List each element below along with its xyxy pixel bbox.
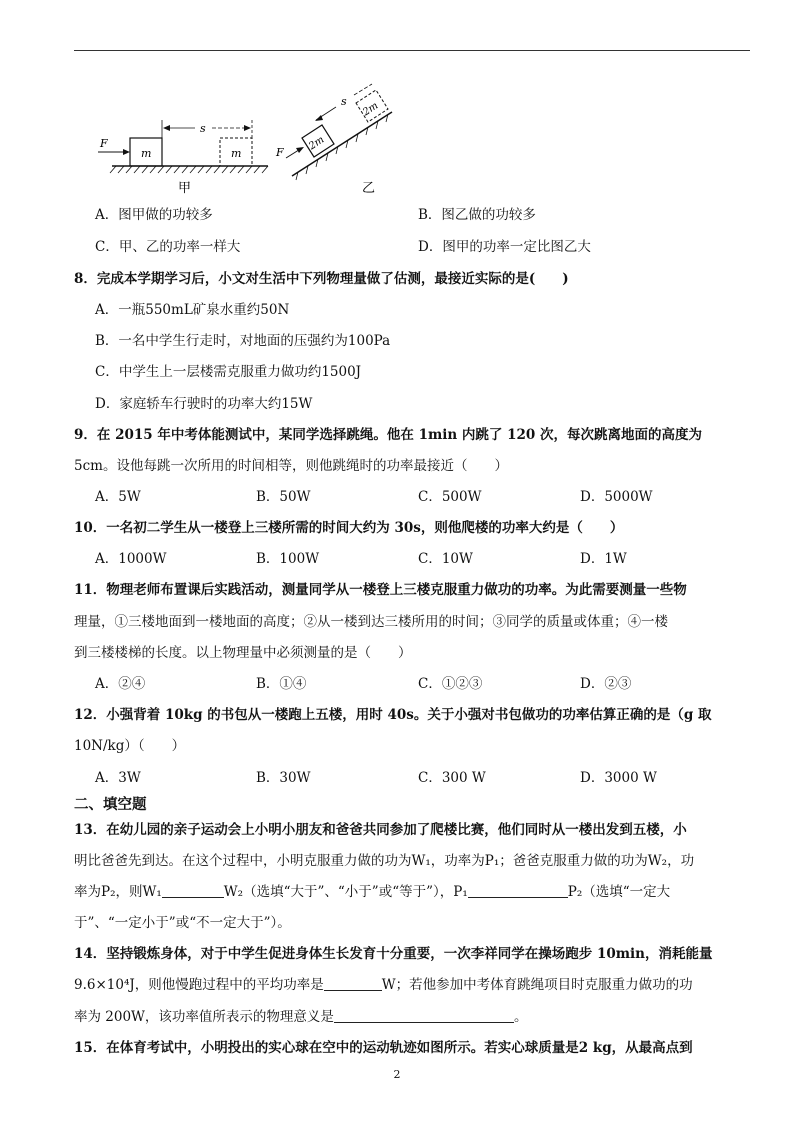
block-m-dashed-label: m [231,147,242,160]
q13-line3-part-b: W₂（选填“大于”、“小于”或“等于”），P₁ [223,884,468,900]
q13-line3-part-a: 率为P₂，则W₁ [74,884,162,900]
force-label-left: F [100,137,108,150]
q7-option-b[interactable]: B．图乙做的功较多 [418,207,536,223]
q10-stem: 10．一名初二学生从一楼登上三楼所需的时间大约为 30s，则他爬楼的功率大约是（ ） [74,520,624,536]
q14-line1: 14．坚持锻炼身体，对于中学生促进身体生长发育十分重要，一次李祥同学在操场跑步 10min，消耗能量 [74,946,713,962]
q13-blank-2[interactable] [468,883,568,898]
q9-option-d[interactable]: D．5000W [580,489,653,505]
q13-line3-part-c: P₂（选填“一定大 [567,884,671,900]
q11-option-a[interactable]: A．②④ [95,676,146,692]
figure-label-jia: 甲 [178,181,192,196]
q8-stem: 8．完成本学期学习后，小文对生活中下列物理量做了估测，最接近实际的是( ) [74,271,569,287]
physics-figure [90,80,420,200]
figure-label-yi: 乙 [362,181,376,196]
section-heading-fill-in: 二、填空题 [74,796,147,813]
header-rule [74,50,750,51]
q14-blank-1[interactable] [324,976,382,991]
q12-stem-line2: 10N/kg）（ ） [74,738,186,754]
q11-stem-line2: 理量，①三楼地面到一楼地面的高度；②从一楼到达三楼所用的时间；③同学的质量或体重；④一楼 [74,614,668,630]
block-2m-dashed-label: 2m [361,100,381,119]
q7-option-d[interactable]: D．图甲的功率一定比图乙大 [418,239,591,255]
force-label-right: F [276,146,284,159]
q10-option-d[interactable]: D．1W [580,551,627,567]
q12-option-d[interactable]: D．3000 W [580,770,657,786]
q7-option-a[interactable]: A．图甲做的功较多 [95,207,213,223]
q11-option-c[interactable]: C．①②③ [418,676,483,692]
q8-option-b[interactable]: B．一名中学生行走时，对地面的压强约为100Pa [95,333,391,349]
q14-line3-part-a: 率为 200W，该功率值所表示的物理意义是 [74,1009,334,1025]
q11-stem-line1: 11．物理老师布置课后实践活动，测量同学从一楼登上三楼克服重力做功的功率。为此需要测量一些物 [74,582,687,598]
q13-line1: 13．在幼儿园的亲子运动会上小明小朋友和爸爸共同参加了爬楼比赛，他们同时从一楼出发到五楼，小 [74,822,687,838]
q10-option-a[interactable]: A．1000W [95,551,167,567]
q11-option-b[interactable]: B．①④ [256,676,307,692]
q11-option-d[interactable]: D．②③ [580,676,632,692]
q9-option-c[interactable]: C．500W [418,489,482,505]
q9-stem-line2: 5cm。设他每跳一次所用的时间相等，则他跳绳时的功率最接近（ ） [74,458,508,474]
q13-line3 [74,882,670,902]
q8-option-a[interactable]: A．一瓶550mL矿泉水重约50N [95,302,290,318]
q14-line3 [74,1007,527,1027]
q11-stem-line3: 到三楼楼梯的长度。以上物理量中必须测量的是（ ） [74,645,412,661]
page-number: 2 [393,1068,401,1081]
q14-line2-part-a: 9.6×10⁴J，则他慢跑过程中的平均功率是 [74,977,324,993]
q12-option-b[interactable]: B．30W [256,770,311,786]
q14-line3-part-b: 。 [513,1009,528,1025]
q12-stem-line1: 12．小强背着 10kg 的书包从一楼跑上五楼，用时 40s。关于小强对书包做功的功率估算正确的是（g 取 [74,707,712,723]
q13-line2: 明比爸爸先到达。在这个过程中，小明克服重力做的功为W₁，功率为P₁；爸爸克服重力做的功为W₂，功 [74,853,695,869]
q14-line2 [74,975,693,995]
block-m-label: m [141,147,152,160]
q14-blank-2[interactable] [334,1008,514,1023]
q13-line4: 于”、“一定小于”或“不一定大于”）。 [74,915,291,931]
q13-blank-1[interactable] [162,883,224,898]
q10-option-b[interactable]: B．100W [256,551,320,567]
q8-option-d[interactable]: D．家庭轿车行驶时的功率大约15W [95,396,313,412]
distance-label-right: s [341,95,347,108]
q9-option-a[interactable]: A．5W [95,489,141,505]
q9-stem-line1: 9．在 2015 年中考体能测试中，某同学选择跳绳。他在 1min 内跳了 120 次，每次跳离地面的高度为 [74,427,702,443]
q12-option-a[interactable]: A．3W [95,770,141,786]
block-2m-label: 2m [307,134,327,153]
q9-option-b[interactable]: B．50W [256,489,311,505]
q15-line1: 15．在体育考试中，小明投出的实心球在空中的运动轨迹如图所示。若实心球质量是2 kg，从最高点到 [74,1040,693,1056]
distance-label-left: s [200,122,206,135]
q12-option-c[interactable]: C．300 W [418,770,486,786]
q10-option-c[interactable]: C．10W [418,551,473,567]
q7-option-c[interactable]: C．甲、乙的功率一样大 [95,239,241,255]
q8-option-c[interactable]: C．中学生上一层楼需克服重力做功约1500J [95,364,362,380]
q14-line2-part-b: W；若他参加中考体育跳绳项目时克服重力做功的功 [381,977,693,993]
